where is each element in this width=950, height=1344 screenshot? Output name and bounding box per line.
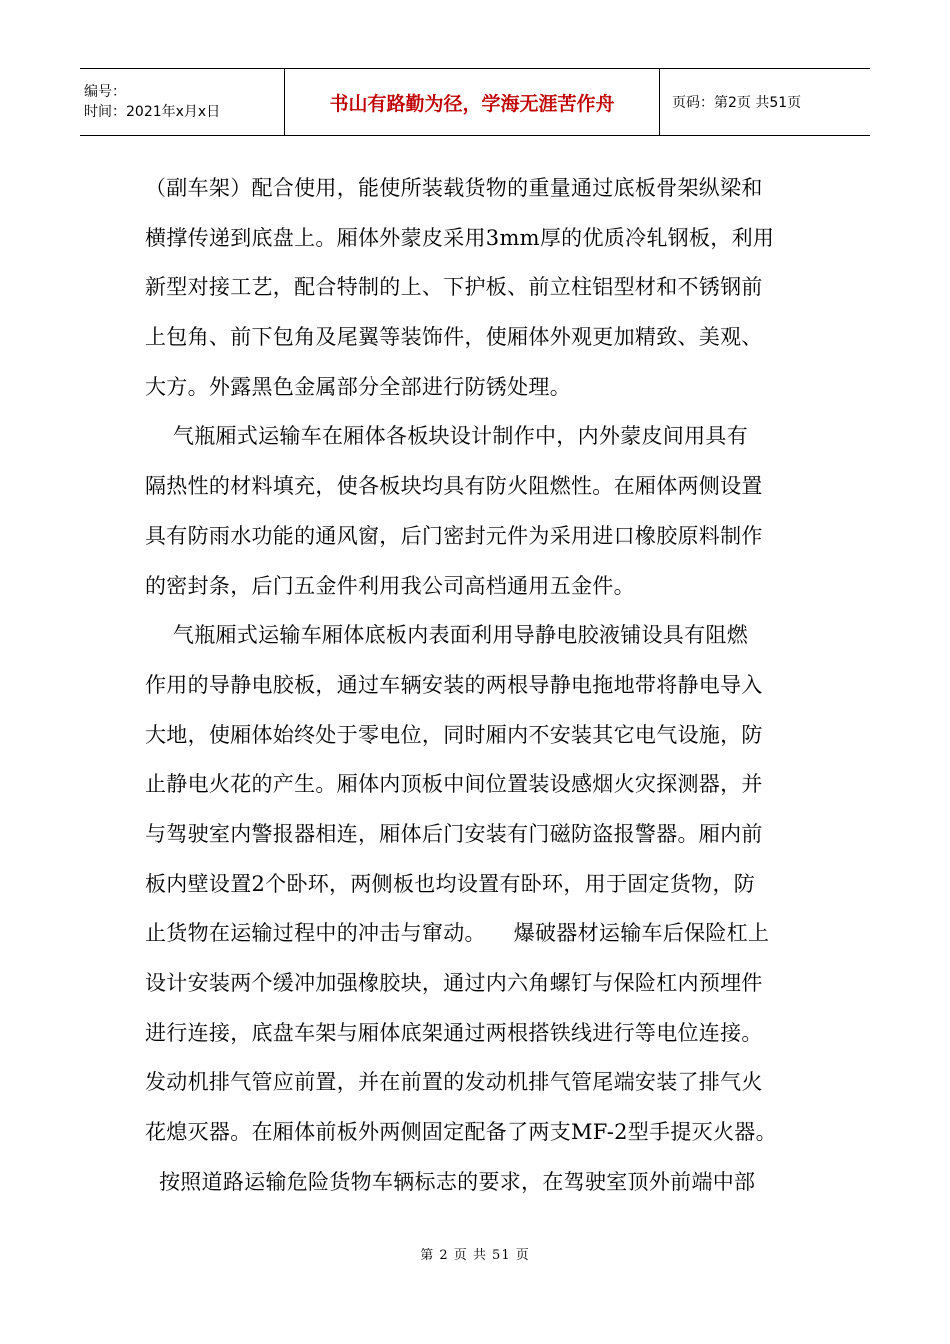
body-line: 止静电火花的产生。厢体内顶板中间位置装设感烟火灾探测器，并 (145, 772, 763, 797)
body-line: 按照道路运输危险货物车辆标志的要求，在驾驶室顶外前端中部 (145, 1169, 756, 1194)
header-page-info: 页码：第2页 共51页 (660, 69, 871, 136)
header-number-label: 编号： (84, 84, 126, 100)
body-line: 止货物在运输过程中的冲击与窜动。 爆破器材运输车后保险杠上 (145, 921, 770, 946)
body-line: 作用的导静电胶板，通过车辆安装的两根导静电拖地带将静电导入 (145, 672, 763, 697)
header-time-label: 时间：2021年x月x日 (84, 104, 221, 120)
body-line: 大地，使厢体始终处于零电位，同时厢内不安装其它电气设施，防 (145, 722, 763, 747)
page-footer: 第 2 页 共 51 页 (420, 1248, 530, 1263)
body-line: 板内壁设置2个卧环，两侧板也均设置有卧环，用于固定货物，防 (145, 871, 756, 896)
body-line: 大方。外露黑色金属部分全部进行防锈处理。 (145, 374, 571, 399)
body-line: 具有防雨水功能的通风窗，后门密封元件为采用进口橡胶原料制作 (145, 523, 763, 548)
body-line: 发动机排气管应前置，并在前置的发动机排气管尾端安装了排气火 (145, 1070, 763, 1095)
body-line: 上包角、前下包角及尾翼等装饰件，使厢体外观更加精致、美观、 (145, 325, 763, 350)
document-header (80, 68, 870, 136)
body-line: 新型对接工艺，配合特制的上、下护板、前立柱铝型材和不锈钢前 (145, 275, 763, 300)
body-line: （副车架）配合使用，能使所装载货物的重量通过底板骨架纵梁和 (145, 176, 763, 200)
body-line: 的密封条，后门五金件利用我公司高档通用五金件。 (145, 573, 635, 598)
body-line: 气瓶厢式运输车厢体底板内表面利用导静电胶液铺设具有阻燃 (145, 623, 748, 648)
body-line: 设计安装两个缓冲加强橡胶块，通过内六角螺钉与保险杠内预埋件 (145, 971, 763, 995)
body-line: 花熄灭器。在厢体前板外两侧固定配备了两支MF-2型手提灭火器。 (145, 1120, 777, 1145)
body-line: 与驾驶室内警报器相连，厢体后门安装有门磁防盗报警器。厢内前 (145, 821, 763, 846)
header-motto: 书山有路勤为径，学海无涯苦作舟 (285, 69, 660, 136)
body-line: 气瓶厢式运输车在厢体各板块设计制作中，内外蒙皮间用具有 (145, 424, 748, 449)
header-meta (80, 69, 285, 136)
body-line: 横撑传递到底盘上。厢体外蒙皮采用3mm厚的优质冷轧钢板，利用 (145, 225, 775, 250)
body-line: 隔热性的材料填充，使各板块均具有防火阻燃性。在厢体两侧设置 (145, 474, 763, 499)
body-line: 进行连接，底盘车架与厢体底架通过两根搭铁线进行等电位连接。 (145, 1020, 763, 1045)
document-body (145, 164, 815, 1207)
